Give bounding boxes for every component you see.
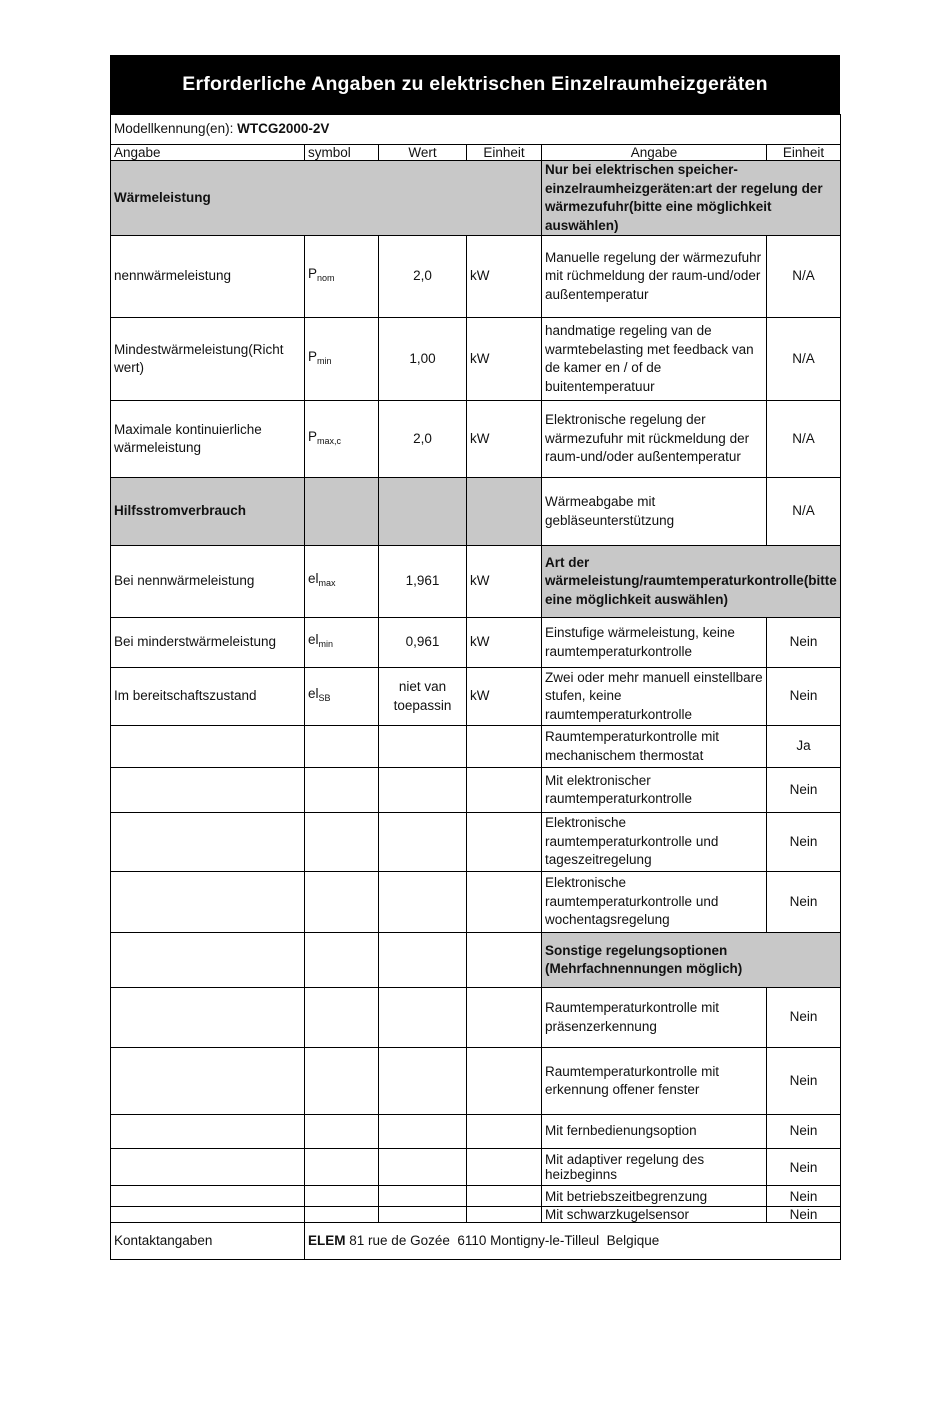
empty-cell: [379, 768, 467, 813]
empty-cell: [305, 933, 379, 988]
empty-cell: [467, 872, 542, 933]
option-label: Mit schwarzkugelsensor: [542, 1207, 767, 1223]
section-heading-heat-output: Wärmeleistung: [111, 161, 542, 236]
option-label: Mit adaptiver regelung des heizbeginns: [542, 1149, 767, 1186]
row-symbol: $P_{nom}$: [305, 236, 379, 318]
table-row: [111, 726, 841, 768]
option-label: Elektronische raumtemperaturkontrolle und wochentagsregelung: [542, 872, 767, 933]
option-value: Ja: [767, 726, 841, 768]
row-label: Bei minderstwärmeleistung: [111, 618, 305, 668]
table-row: [111, 768, 841, 813]
option-label: Wärmeabgabe mit gebläseunterstützung: [542, 478, 767, 546]
header-einheit: Einheit: [467, 145, 542, 161]
row-label: Bei nennwärmeleistung: [111, 546, 305, 618]
empty-cell: [305, 872, 379, 933]
table-row: [111, 933, 841, 988]
row-value: 2,0: [379, 236, 467, 318]
contact-details: [305, 1223, 841, 1260]
table-row: [111, 1207, 841, 1223]
row-symbol: $el_{SB}$: [305, 668, 379, 726]
table-row: [111, 618, 841, 668]
row-unit: kW: [467, 618, 542, 668]
option-label: handmatige regeling van de warmtebelasting met feedback van de kamer en / of de buitentemperatuur: [542, 318, 767, 401]
contact-address: 81 rue de Gozée 6110 Montigny-le-Tilleul Belgique: [349, 1232, 660, 1248]
contact-row: [111, 1223, 841, 1260]
table-row: [111, 161, 841, 236]
row-symbol: $el_{min}$: [305, 618, 379, 668]
empty-cell: [305, 1115, 379, 1149]
empty-cell: [467, 988, 542, 1048]
empty-cell: [305, 726, 379, 768]
empty-cell: [111, 988, 305, 1048]
empty-cell: [467, 478, 542, 546]
row-label: nennwärmeleistung: [111, 236, 305, 318]
empty-cell: [305, 813, 379, 872]
table-row: [111, 318, 841, 401]
option-label: Mit elektronischer raumtemperaturkontrolle: [542, 768, 767, 813]
empty-cell: [111, 726, 305, 768]
empty-cell: [305, 1048, 379, 1115]
header-angabe: Angabe: [111, 145, 305, 161]
empty-cell: [379, 933, 467, 988]
option-label: Elektronische regelung der wärmezufuhr mit rückmeldung der raum-und/oder außentemperatur: [542, 401, 767, 478]
empty-cell: [467, 1115, 542, 1149]
empty-cell: [111, 1207, 305, 1223]
header-angabe-right: Angabe: [542, 145, 767, 161]
option-label: Einstufige wärmeleistung, keine raumtemperaturkontrolle: [542, 618, 767, 668]
table-row: [111, 668, 841, 726]
row-unit: kW: [467, 318, 542, 401]
empty-cell: [467, 1149, 542, 1186]
sheet-title: Erforderliche Angaben zu elektrischen Einzelraumheizgeräten: [110, 55, 840, 114]
row-value: 0,961: [379, 618, 467, 668]
empty-cell: [305, 478, 379, 546]
empty-cell: [305, 1207, 379, 1223]
model-value: WTCG2000-2V: [237, 121, 330, 137]
header-row: [111, 145, 841, 161]
table-row: [111, 988, 841, 1048]
option-value: Nein: [767, 618, 841, 668]
table-row: [111, 478, 841, 546]
empty-cell: [111, 1186, 305, 1207]
empty-cell: [379, 988, 467, 1048]
row-value: niet van toepassin: [379, 668, 467, 726]
row-unit: kW: [467, 668, 542, 726]
table-row: [111, 1186, 841, 1207]
row-symbol: $P_{min}$: [305, 318, 379, 401]
data-table: [110, 114, 841, 1260]
row-label: Maximale kontinuierliche wärmeleistung: [111, 401, 305, 478]
option-label: Mit fernbedienungsoption: [542, 1115, 767, 1149]
empty-cell: [379, 1115, 467, 1149]
option-value: Nein: [767, 1207, 841, 1223]
empty-cell: [379, 813, 467, 872]
empty-cell: [111, 872, 305, 933]
row-unit: kW: [467, 546, 542, 618]
row-symbol: $P_{max,c}$: [305, 401, 379, 478]
header-einheit-right: Einheit: [767, 145, 841, 161]
empty-cell: [111, 768, 305, 813]
option-value: Nein: [767, 988, 841, 1048]
empty-cell: [305, 768, 379, 813]
table-row: [111, 813, 841, 872]
table-row: [111, 236, 841, 318]
empty-cell: [467, 813, 542, 872]
empty-cell: [111, 933, 305, 988]
table-row: [111, 401, 841, 478]
empty-cell: [305, 988, 379, 1048]
empty-cell: [305, 1149, 379, 1186]
model-cell: [111, 115, 841, 145]
empty-cell: [379, 478, 467, 546]
option-value: Nein: [767, 1149, 841, 1186]
row-unit: kW: [467, 401, 542, 478]
row-unit: kW: [467, 236, 542, 318]
row-value: 2,0: [379, 401, 467, 478]
empty-cell: [379, 1149, 467, 1186]
option-value: Nein: [767, 1115, 841, 1149]
contact-company: ELEM: [308, 1232, 346, 1248]
option-label: Manuelle regelung der wärmezufuhr mit rüchmeldung der raum-und/oder außentemperatur: [542, 236, 767, 318]
empty-cell: [379, 1207, 467, 1223]
contact-label: Kontaktangaben: [111, 1223, 305, 1260]
empty-cell: [379, 1048, 467, 1115]
option-label: Mit betriebszeitbegrenzung: [542, 1186, 767, 1207]
option-value: Nein: [767, 872, 841, 933]
empty-cell: [467, 1186, 542, 1207]
empty-cell: [111, 1048, 305, 1115]
section-heading-aux-power: Hilfsstromverbrauch: [111, 478, 305, 546]
empty-cell: [305, 1186, 379, 1207]
option-value: N/A: [767, 401, 841, 478]
table-row: [111, 1115, 841, 1149]
model-label: Modellkennung(en):: [114, 121, 234, 137]
option-value: Nein: [767, 668, 841, 726]
header-symbol: symbol: [305, 145, 379, 161]
header-wert: Wert: [379, 145, 467, 161]
empty-cell: [379, 872, 467, 933]
product-information-sheet: [110, 55, 840, 1260]
model-row: [111, 115, 841, 145]
empty-cell: [111, 813, 305, 872]
option-label: Raumtemperaturkontrolle mit präsenzerkennung: [542, 988, 767, 1048]
empty-cell: [111, 1149, 305, 1186]
section-heading-control-type: Art der wärmeleistung/raumtemperaturkontrolle(bitte eine möglichkeit auswählen): [542, 546, 841, 618]
table-row: [111, 546, 841, 618]
option-value: Nein: [767, 1048, 841, 1115]
option-label: Zwei oder mehr manuell einstellbare stufen, keine raumtemperaturkontrolle: [542, 668, 767, 726]
empty-cell: [467, 1207, 542, 1223]
section-heading-other-options: Sonstige regelungsoptionen (Mehrfachnennungen möglich): [542, 933, 841, 988]
row-value: 1,00: [379, 318, 467, 401]
option-value: Nein: [767, 813, 841, 872]
option-value: N/A: [767, 236, 841, 318]
row-label: Im bereitschaftszustand: [111, 668, 305, 726]
empty-cell: [467, 726, 542, 768]
section-heading-storage-control: Nur bei elektrischen speicher-einzelraumheizgeräten:art der regelung der wärmezufuhr(bitte eine möglichkeit auswählen): [542, 161, 841, 236]
table-row: [111, 872, 841, 933]
option-value: N/A: [767, 318, 841, 401]
table-row: [111, 1048, 841, 1115]
empty-cell: [467, 933, 542, 988]
empty-cell: [467, 768, 542, 813]
table-row: [111, 1149, 841, 1186]
option-label: Elektronische raumtemperaturkontrolle und tageszeitregelung: [542, 813, 767, 872]
option-value: N/A: [767, 478, 841, 546]
option-value: Nein: [767, 1186, 841, 1207]
empty-cell: [379, 726, 467, 768]
row-symbol: $el_{max}$: [305, 546, 379, 618]
empty-cell: [467, 1048, 542, 1115]
option-value: Nein: [767, 768, 841, 813]
row-label: Mindestwärmeleistung(Richt wert): [111, 318, 305, 401]
row-value: 1,961: [379, 546, 467, 618]
empty-cell: [379, 1186, 467, 1207]
option-label: Raumtemperaturkontrolle mit mechanischem thermostat: [542, 726, 767, 768]
option-label: Raumtemperaturkontrolle mit erkennung offener fenster: [542, 1048, 767, 1115]
empty-cell: [111, 1115, 305, 1149]
